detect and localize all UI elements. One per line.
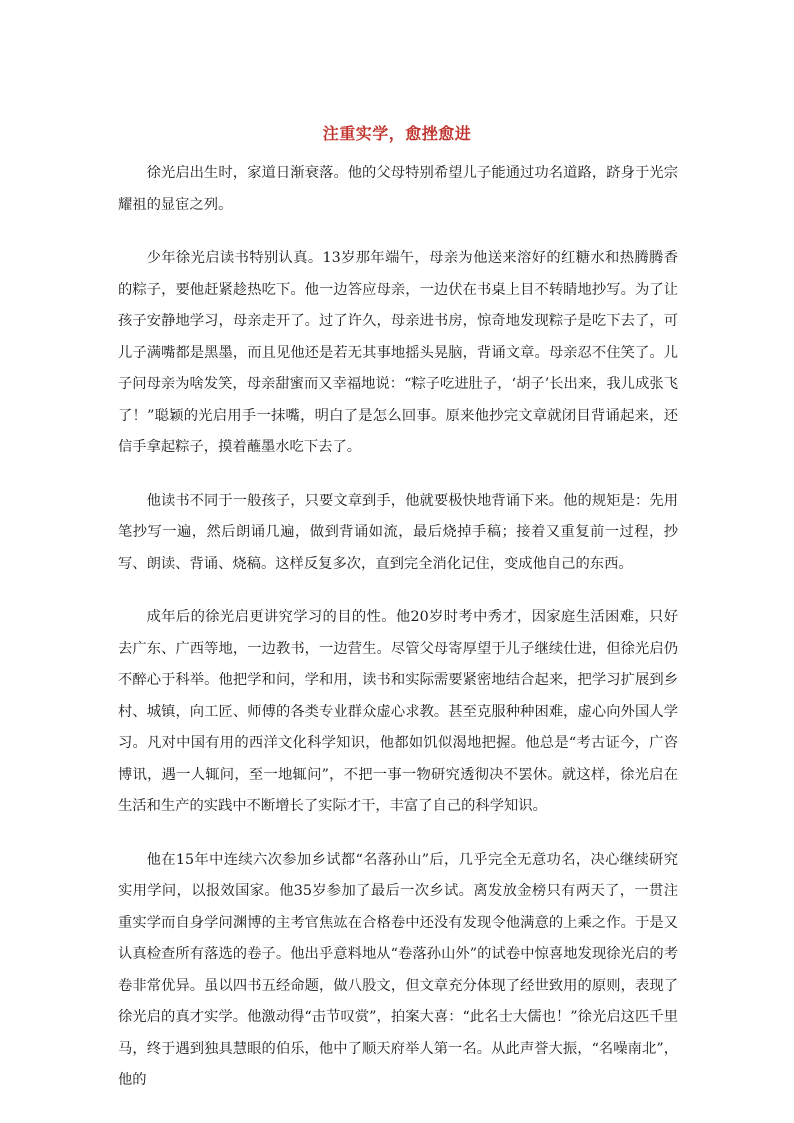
- paragraph-1: 徐光启出生时，家道日渐衰落。他的父母特别希望儿子能通过功名道路，跻身于光宗耀祖的显宦之列。: [118, 165, 678, 213]
- paragraph-3: 他读书不同于一般孩子，只要文章到手，他就要极快地背诵下来。他的规矩是：先用笔抄写一遍，然后朗诵几遍，做到背诵如流，最后烧掉手稿；接着又重复前一过程，抄写、朗读、背诵、烧稿。这样反复多次，直到完全消化记住，变成他自己的东西。: [118, 492, 678, 572]
- document-title: 注重实学，愈挫愈进: [322, 124, 472, 143]
- paragraph-4: 成年后的徐光启更讲究学习的目的性。他20岁时考中秀才，因家庭生活困难，只好去广东、广西等地，一边教书，一边营生。尽管父母寄厚望于儿子继续仕进，但徐光启仍不醉心于科举。他把学和问，学和用，读书和实际需要紧密地结合起来，把学习扩展到乡村、城镇，向工匠、师傅的各类专业群众虚心求教。甚至克服种种困难，虚心向外国人学习。凡对中国有用的西洋文化科学知识，他都如饥似渴地把握。他总是“考古证今，广咨博讯，遇一人辄问，至一地辄问”，不把一事一物研究透彻决不罢休。就这样，徐光启在生活和生产的实践中不断增长了实际才干，丰富了自己的科学知识。: [118, 609, 678, 814]
- paragraph-5: 他在15年中连续六次参加乡试都“名落孙山”后，几乎完全无意功名，决心继续研究实用学问，以报效国家。他35岁参加了最后一次乡试。离发放金榜只有两天了，一贯注重实学而自身学问渊博的主考官焦竑在合格卷中还没有发现令他满意的上乘之作。于是又认真检查所有落选的卷子。他出乎意料地从“卷落孙山外”的试卷中惊喜地发现徐光启的考卷非常优异。虽以四书五经命题，做八股文，但文章充分体现了经世致用的原则，表现了徐光启的真才实学。他激动得“击节叹赏”，拍案大喜：“此名士大儒也！”徐光启这匹千里马，终于遇到独具慧眼的伯乐，他中了顺天府举人第一名。从此声誉大振，“名噪南北”，他的: [118, 851, 678, 1088]
- paragraph-2: 少年徐光启读书特别认真。13岁那年端午，母亲为他送来溶好的红糖水和热腾腾香的粽子，要他赶紧趁热吃下。他一边答应母亲，一边伏在书桌上目不转睛地抄写。为了让孩子安静地学习，母亲走开了。过了许久，母亲进书房，惊奇地发现粽子是吃下去了，可儿子满嘴都是黑墨，而且见他还是若无其事地摇头晃脑，背诵文章。母亲忍不住笑了。儿子问母亲为啥发笑，母亲甜蜜而又幸福地说：“粽子吃进肚子，‘胡子’长出来，我儿成张飞了！”聪颖的光启用手一抹嘴，明白了是怎么回事。原来他抄完文章就闭目背诵起来，还信手拿起粽子，摸着蘸墨水吃下去了。: [118, 250, 678, 455]
- document-body: [118, 158, 678, 1119]
